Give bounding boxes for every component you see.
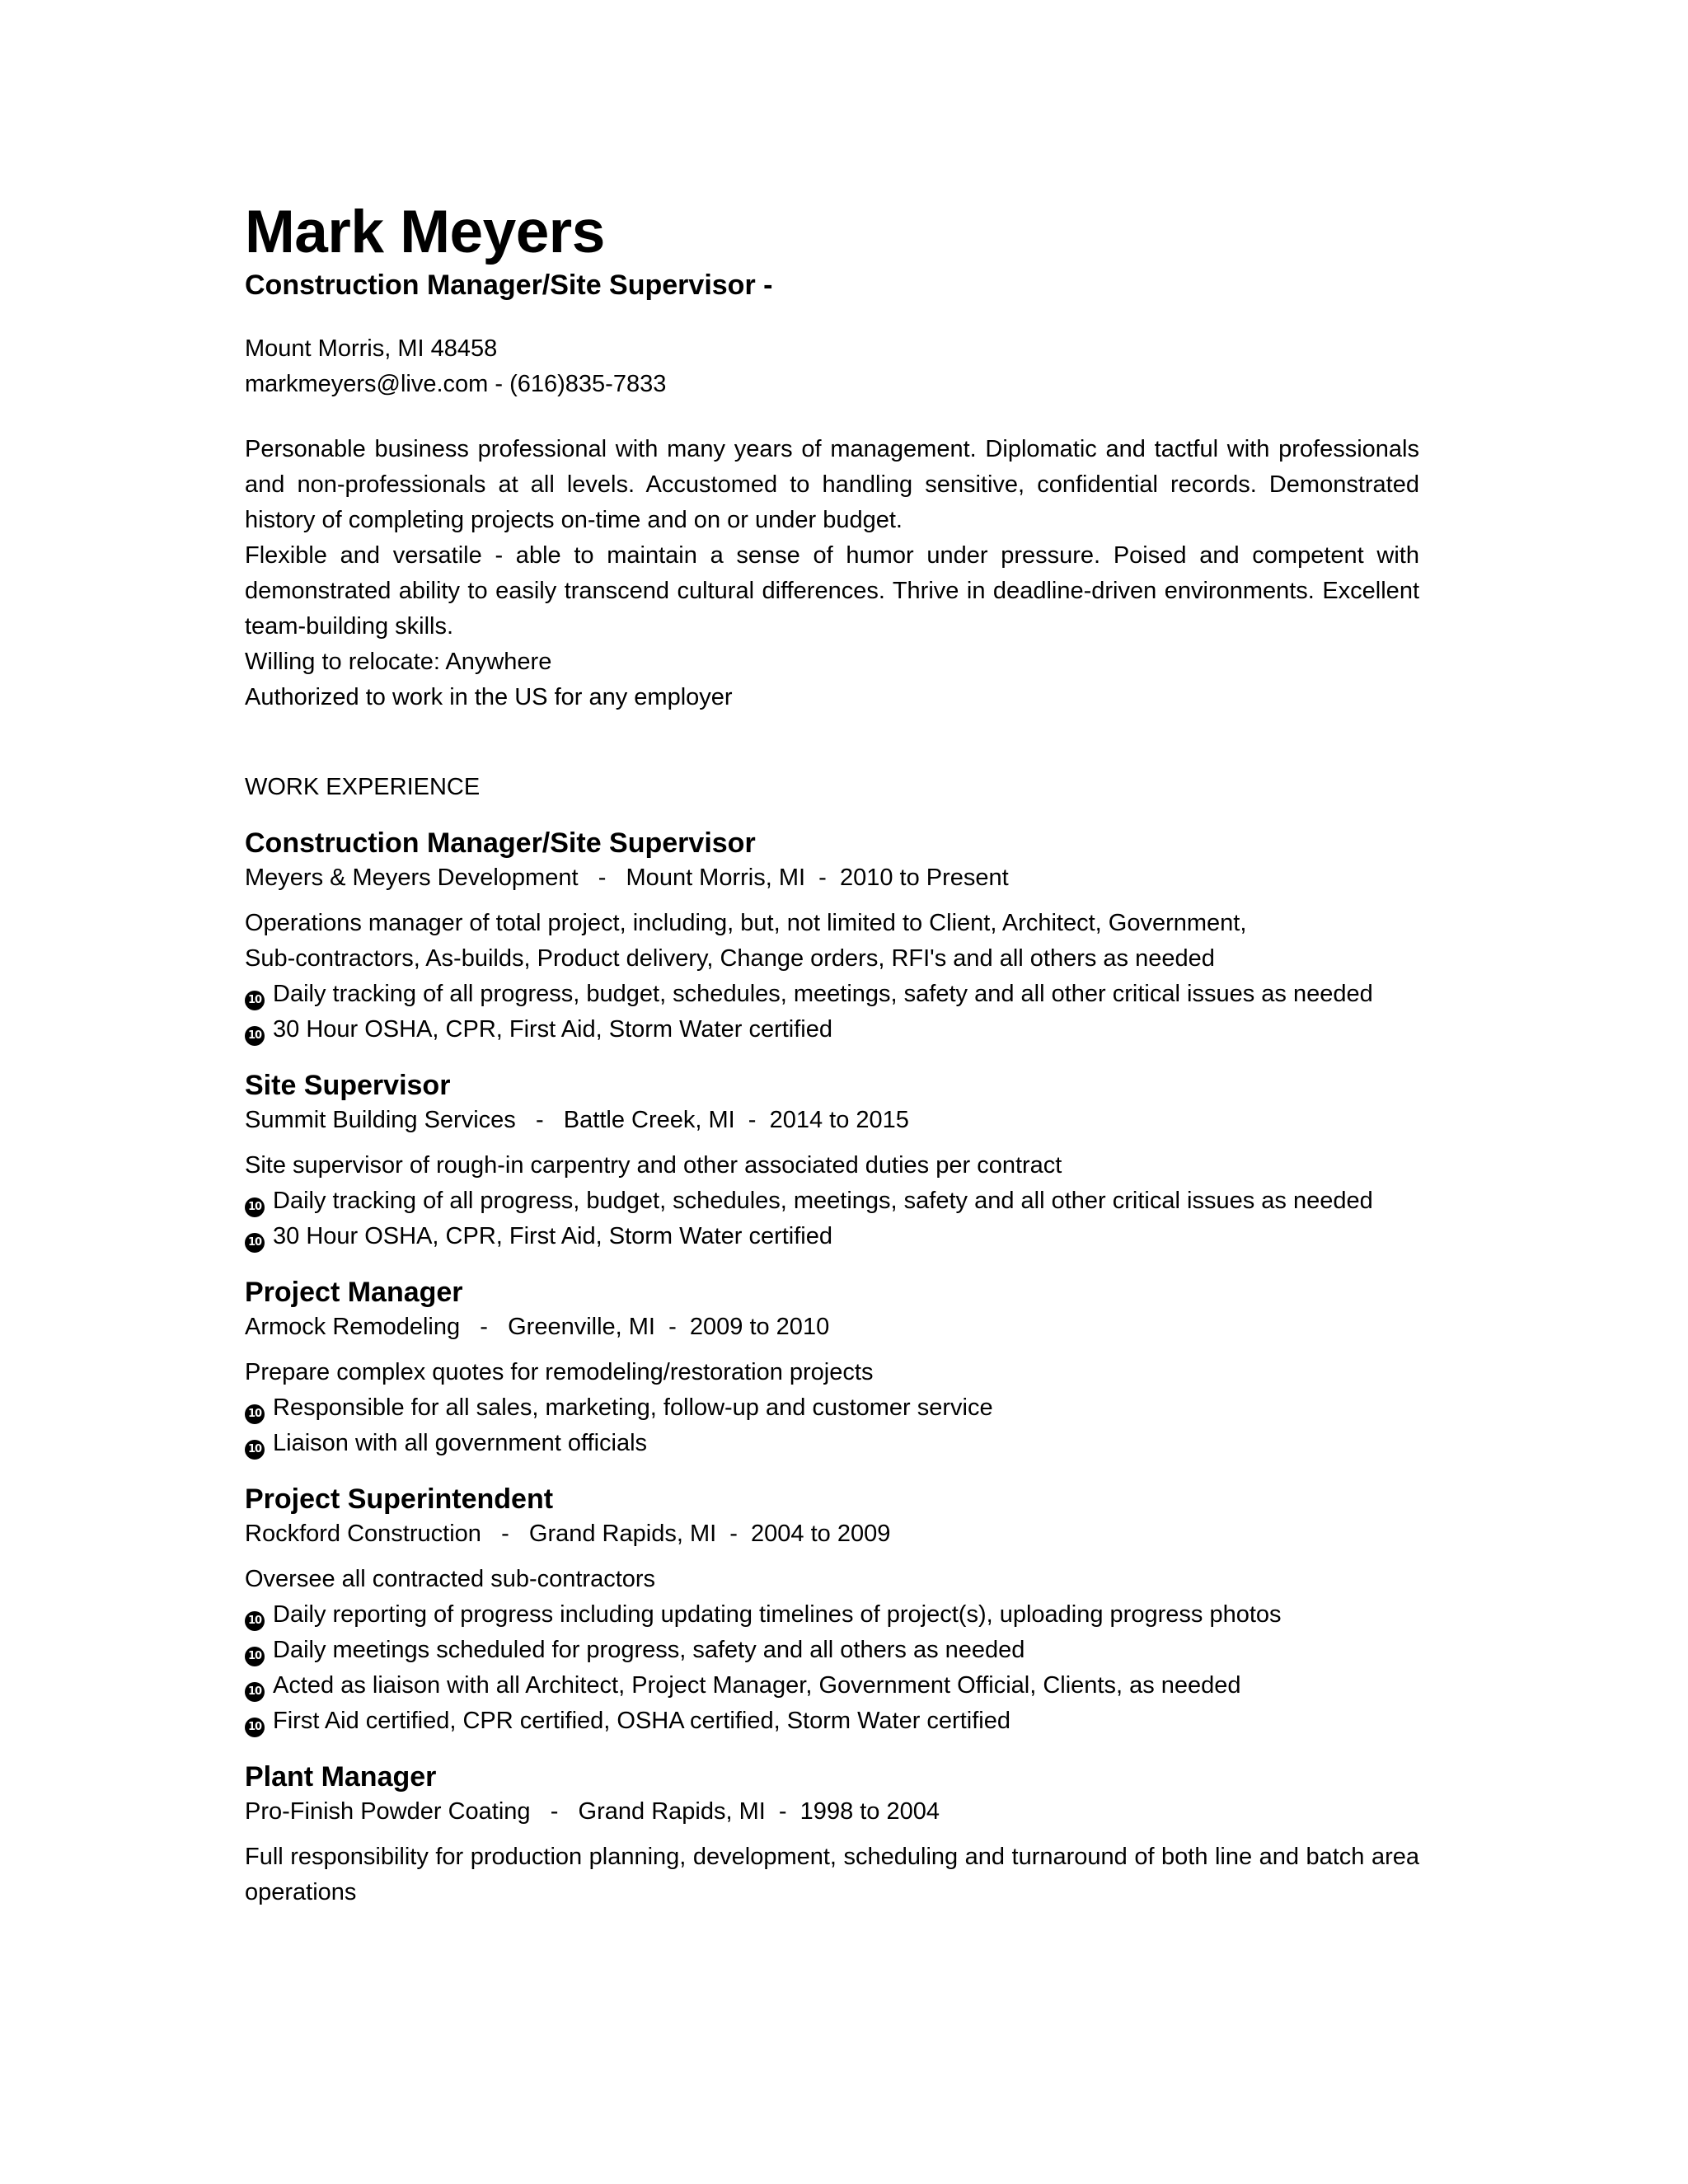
job-description xyxy=(245,1562,1419,1739)
job-bullet xyxy=(245,1390,1419,1426)
job-bullet-text: Liaison with all government officials xyxy=(273,1430,648,1456)
summary-block xyxy=(245,432,1419,715)
job-bullet-text: Daily meetings scheduled for progress, safety and all others as needed xyxy=(273,1637,1025,1663)
job-entry xyxy=(245,1481,1419,1739)
job-bullet-text: Acted as liaison with all Architect, Project Manager, Government Official, Clients, as needed xyxy=(273,1672,1241,1699)
circled-number-ten-icon: 10 xyxy=(245,1440,265,1460)
job-bullet xyxy=(245,1704,1419,1739)
job-bullet-text: Daily reporting of progress including updating timelines of project(s), uploading progress photos xyxy=(273,1601,1282,1628)
job-meta: Armock Remodeling - Greenville, MI - 2009 to 2010 xyxy=(245,1314,830,1340)
job-meta: Meyers & Meyers Development - Mount Morris, MI - 2010 to Present xyxy=(245,865,1009,891)
job-entry xyxy=(245,825,1419,1047)
job-bullet-text: First Aid certified, CPR certified, OSHA certified, Storm Water certified xyxy=(273,1708,1010,1734)
job-description-text: Prepare complex quotes for remodeling/restoration projects xyxy=(245,1359,874,1385)
job-bullet xyxy=(245,1597,1419,1633)
circled-number-ten-icon: 10 xyxy=(245,1647,265,1666)
job-description xyxy=(245,1840,1419,1910)
job-bullet-text: 30 Hour OSHA, CPR, First Aid, Storm Water certified xyxy=(273,1223,832,1249)
circled-number-ten-icon: 10 xyxy=(245,1611,265,1631)
job-bullet-text: Responsible for all sales, marketing, follow-up and customer service xyxy=(273,1394,993,1421)
job-meta: Summit Building Services - Battle Creek, MI - 2014 to 2015 xyxy=(245,1107,909,1133)
job-title: Construction Manager/Site Supervisor xyxy=(245,827,756,859)
job-description xyxy=(245,1148,1419,1254)
circled-number-ten-icon: 10 xyxy=(245,1682,265,1702)
job-description xyxy=(245,906,1419,1047)
work-authorization-line: Authorized to work in the US for any employer xyxy=(245,684,733,710)
summary-paragraph: Personable business professional with many years of management. Diplomatic and tactful with professionals and non-professionals at all levels. Accustomed to handling sensitive, confidential records. Demonstrated history of completing projects on-time and on or under budget. xyxy=(245,436,1419,533)
job-title: Project Superintendent xyxy=(245,1483,554,1515)
job-title: Site Supervisor xyxy=(245,1070,451,1101)
circled-number-ten-icon: 10 xyxy=(245,991,265,1010)
job-entry xyxy=(245,1759,1419,1910)
job-title: Plant Manager xyxy=(245,1761,437,1793)
job-bullet xyxy=(245,1426,1419,1461)
circled-number-ten-icon: 10 xyxy=(245,1233,265,1253)
job-bullet xyxy=(245,1183,1419,1219)
circled-number-ten-icon: 10 xyxy=(245,1197,265,1217)
job-bullet xyxy=(245,1012,1419,1047)
contact-location: Mount Morris, MI 48458 xyxy=(245,335,498,362)
job-bullet-text: Daily tracking of all progress, budget, schedules, meetings, safety and all other critical issues as needed xyxy=(273,981,1373,1007)
job-description-text: Site supervisor of rough-in carpentry and other associated duties per contract xyxy=(245,1152,1062,1179)
job-description-text: Oversee all contracted sub-contractors xyxy=(245,1566,656,1592)
contact-email-phone: markmeyers@live.com - (616)835-7833 xyxy=(245,371,667,397)
job-description-text: Operations manager of total project, including, but, not limited to Client, Architect, Government, Sub-contractors, As-builds, Product delivery, Change orders, RFI's and all others as needed xyxy=(245,910,1247,972)
job-bullet xyxy=(245,977,1419,1012)
job-bullet-text: 30 Hour OSHA, CPR, First Aid, Storm Water certified xyxy=(273,1016,832,1043)
job-meta: Rockford Construction - Grand Rapids, MI - 2004 to 2009 xyxy=(245,1521,891,1547)
resume-page xyxy=(245,198,1419,1910)
circled-number-ten-icon: 10 xyxy=(245,1404,265,1424)
job-meta: Pro-Finish Powder Coating - Grand Rapids, MI - 1998 to 2004 xyxy=(245,1798,940,1825)
circled-number-ten-icon: 10 xyxy=(245,1718,265,1737)
job-bullet xyxy=(245,1668,1419,1704)
contact-block xyxy=(245,331,1419,402)
section-title-work-experience: WORK EXPERIENCE xyxy=(245,774,481,800)
job-description xyxy=(245,1355,1419,1461)
job-title: Project Manager xyxy=(245,1277,463,1308)
summary-paragraph: Flexible and versatile - able to maintain a sense of humor under pressure. Poised and competent with demonstrated ability to easily transcend cultural differences. Thrive in deadline-driven environments. Excellent team-building skills. xyxy=(245,542,1419,640)
job-bullet-text: Daily tracking of all progress, budget, schedules, meetings, safety and all other critical issues as needed xyxy=(273,1188,1373,1214)
circled-number-ten-icon: 10 xyxy=(245,1026,265,1046)
job-bullet xyxy=(245,1219,1419,1254)
job-bullet xyxy=(245,1633,1419,1668)
candidate-headline: Construction Manager/Site Supervisor - xyxy=(245,269,773,301)
relocation-line: Willing to relocate: Anywhere xyxy=(245,649,552,675)
job-description-text: Full responsibility for production planning, development, scheduling and turnaround of both line and batch area operations xyxy=(245,1844,1419,1905)
candidate-name: Mark Meyers xyxy=(245,199,605,265)
job-entry xyxy=(245,1067,1419,1254)
job-entry xyxy=(245,1274,1419,1461)
